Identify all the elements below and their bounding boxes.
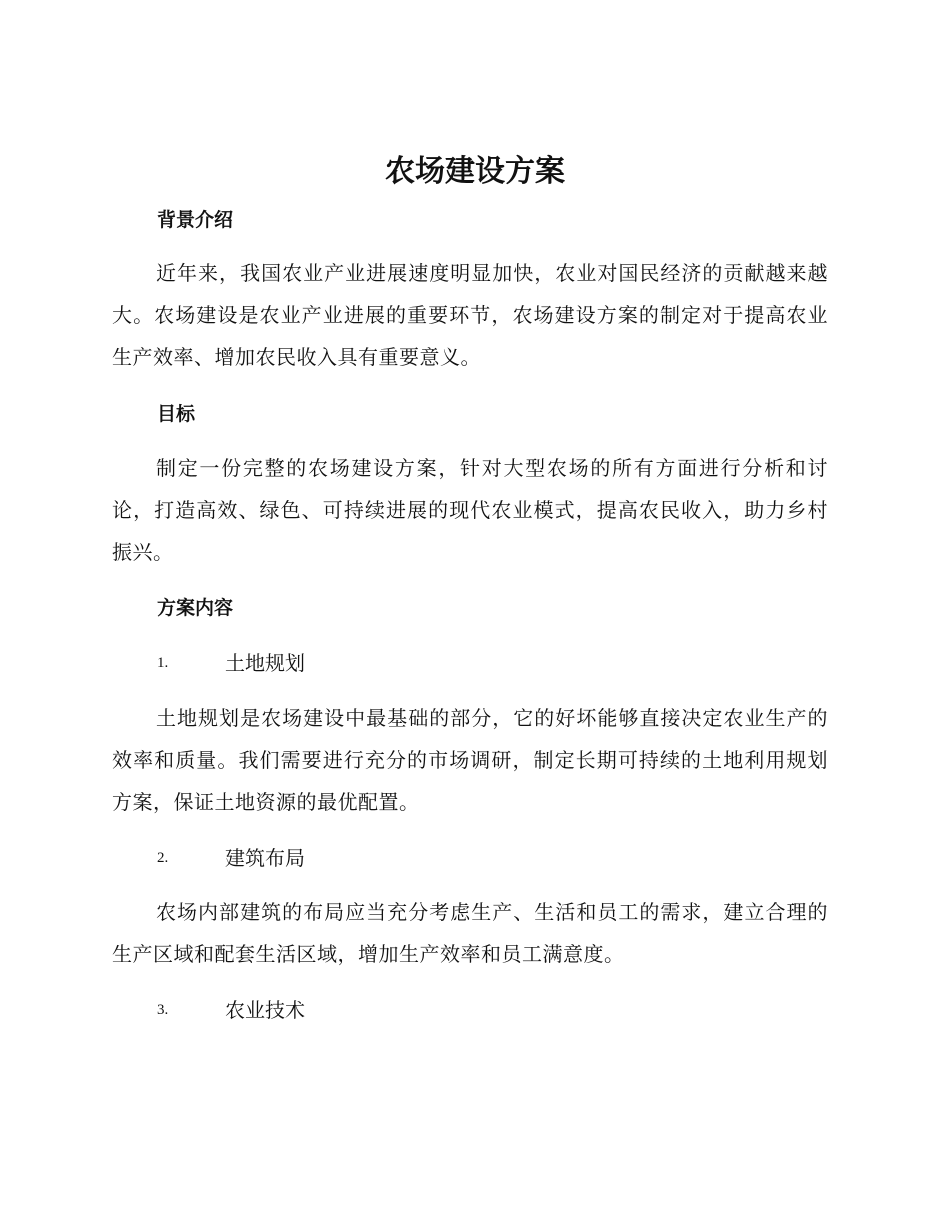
section-heading-content: 方案内容	[157, 597, 234, 619]
section-heading-background: 背景介绍	[157, 209, 234, 231]
document-title: 农场建设方案	[385, 154, 565, 189]
paragraph-land-planning: 土地规划是农场建设中最基础的部分，它的好坏能够直接决定农业生产的效率和质量。我们需要进行充分的市场调研，制定长期可持续的土地利用规划方案，保证土地资源的最优配置。	[112, 706, 828, 814]
section-heading-goal: 目标	[157, 403, 196, 425]
list-item-label: 建筑布局	[225, 846, 305, 870]
paragraph-goal: 制定一份完整的农场建设方案，针对大型农场的所有方面进行分析和讨论，打造高效、绿色、可持续进展的现代农业模式，提高农民收入，助力乡村振兴。	[112, 456, 828, 564]
paragraph-background: 近年来，我国农业产业进展速度明显加快，农业对国民经济的贡献越来越大。农场建设是农业产业进展的重要环节，农场建设方案的制定对于提高农业生产效率、增加农民收入具有重要意义。	[112, 261, 828, 369]
list-item-label: 土地规划	[225, 651, 305, 675]
list-item-number: 1.	[157, 655, 169, 671]
list-item-label: 农业技术	[225, 998, 305, 1022]
list-item-number: 3.	[157, 1002, 169, 1018]
paragraph-building-layout: 农场内部建筑的布局应当充分考虑生产、生活和员工的需求，建立合理的生产区域和配套生活区域，增加生产效率和员工满意度。	[112, 900, 828, 966]
list-item-number: 2.	[157, 850, 169, 866]
